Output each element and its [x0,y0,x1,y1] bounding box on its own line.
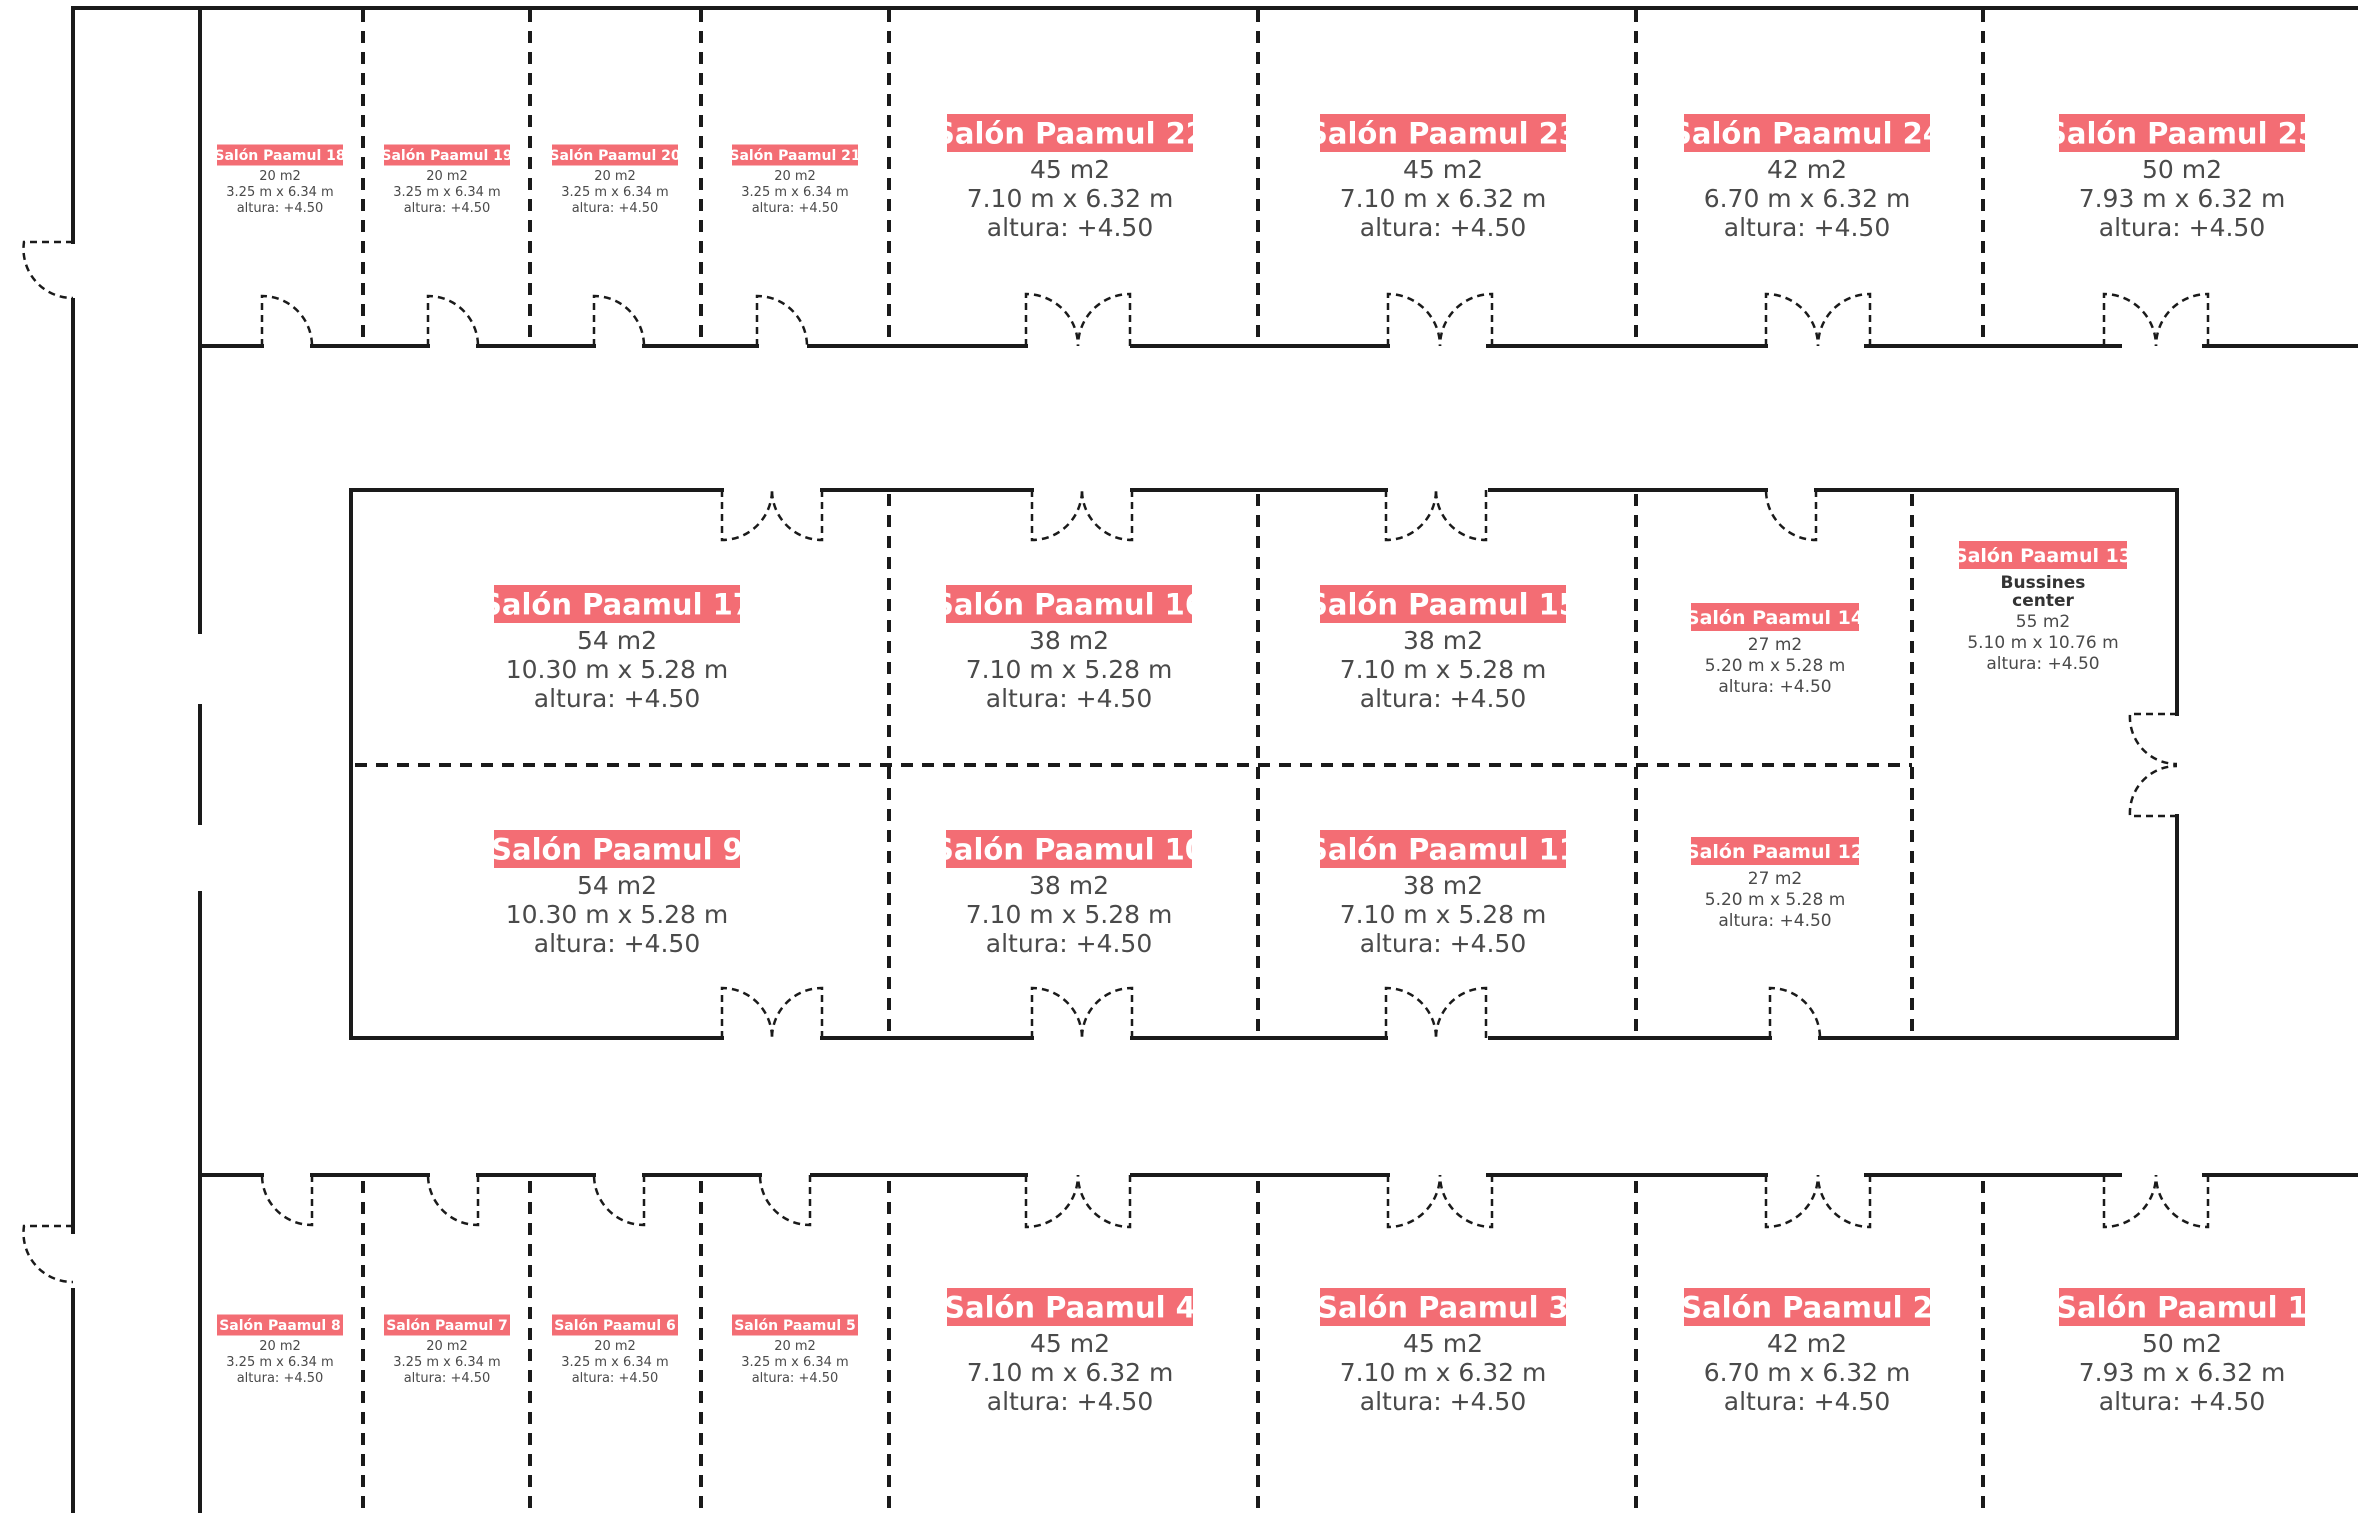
door [1078,1175,1130,1227]
door [1766,294,1818,346]
room-name: Salón Paamul 11 [1307,832,1579,867]
room-dimensions: 6.70 m x 6.32 m [1703,184,1911,214]
room-area: 38 m2 [1028,871,1110,901]
door [23,1226,73,1282]
room-area: 50 m2 [2141,155,2223,185]
room-name: Salón Paamul 16 [933,587,1205,622]
room-name: Salón Paamul 22 [934,116,1206,151]
room-16 [933,585,1205,713]
room-dimensions: 3.25 m x 6.34 m [561,184,669,200]
door [1436,490,1486,540]
door [1026,294,1078,346]
door [594,296,644,346]
room-name: Salón Paamul 10 [933,832,1205,867]
room-14 [1686,603,1864,697]
room-6 [552,1315,678,1386]
room-15 [1307,585,1579,713]
room-height: altura: +4.50 [533,929,701,959]
room-name: Salón Paamul 13 [1953,544,2133,567]
door [1818,294,1870,346]
room-subtitle: center [2012,590,2074,611]
room-dimensions: 5.20 m x 5.28 m [1704,655,1846,676]
room-1 [2056,1288,2308,1416]
room-8 [217,1315,343,1386]
room-height: altura: +4.50 [533,684,701,714]
room-name: Salón Paamul 8 [219,1318,341,1335]
door [1388,294,1440,346]
room-dimensions: 7.10 m x 5.28 m [1339,655,1547,685]
room-area: 38 m2 [1028,626,1110,656]
room-height: altura: +4.50 [2098,213,2266,243]
room-13 [1954,541,2132,674]
room-area: 38 m2 [1402,626,1484,656]
room-area: 20 m2 [594,168,636,184]
room-area: 42 m2 [1766,155,1848,185]
room-dimensions: 7.10 m x 6.32 m [966,1358,1174,1388]
door [1436,988,1486,1038]
room-height: altura: +4.50 [985,684,1153,714]
door [1770,988,1820,1038]
room-dimensions: 7.10 m x 5.28 m [1339,900,1547,930]
room-25 [2046,114,2318,242]
door [1082,490,1132,540]
room-19 [381,145,512,216]
room-height: altura: +4.50 [1718,676,1832,697]
room-dimensions: 3.25 m x 6.34 m [741,184,849,200]
room-name: Salón Paamul 25 [2046,116,2318,151]
room-area: 20 m2 [426,1338,468,1354]
room-dimensions: 6.70 m x 6.32 m [1703,1358,1911,1388]
room-dimensions: 7.10 m x 6.32 m [1339,1358,1547,1388]
room-11 [1307,830,1579,958]
door [772,490,822,540]
door [1026,1175,1078,1227]
room-9 [491,830,743,958]
room-area: 55 m2 [2015,611,2071,632]
room-21 [729,145,860,216]
room-name: Salón Paamul 9 [491,832,743,867]
room-height: altura: +4.50 [2098,1387,2266,1417]
room-name: Salón Paamul 2 [1681,1290,1933,1325]
door [1440,294,1492,346]
door [23,242,73,298]
room-22 [934,114,1206,242]
room-height: altura: +4.50 [1718,910,1832,931]
room-name: Salón Paamul 17 [481,587,753,622]
room-area: 45 m2 [1402,1329,1484,1359]
room-5 [732,1315,858,1386]
room-24 [1671,114,1943,242]
door [1440,1175,1492,1227]
room-name: Salón Paamul 20 [549,148,681,165]
room-name: Salón Paamul 15 [1307,587,1579,622]
room-area: 45 m2 [1402,155,1484,185]
room-dimensions: 7.93 m x 6.32 m [2078,184,2286,214]
room-area: 45 m2 [1029,155,1111,185]
room-3 [1317,1288,1569,1416]
room-height: altura: +4.50 [985,929,1153,959]
door [2130,714,2177,764]
door [2156,294,2208,346]
door [2130,766,2177,816]
room-dimensions: 3.25 m x 6.34 m [561,1354,669,1370]
door [594,1175,644,1225]
room-dimensions: 7.10 m x 6.32 m [1339,184,1547,214]
room-area: 27 m2 [1747,868,1803,889]
room-17 [481,585,753,713]
room-name: Salón Paamul 7 [386,1318,508,1335]
room-height: altura: +4.50 [1359,929,1527,959]
room-23 [1307,114,1579,242]
room-height: altura: +4.50 [1986,653,2100,674]
room-height: altura: +4.50 [571,200,659,216]
room-dimensions: 7.10 m x 5.28 m [965,900,1173,930]
door [1766,490,1816,540]
walls [73,8,2358,1513]
door [722,490,772,540]
room-area: 42 m2 [1766,1329,1848,1359]
room-height: altura: +4.50 [403,1370,491,1386]
room-20 [549,145,681,216]
room-name: Salón Paamul 23 [1307,116,1579,151]
room-name: Salón Paamul 4 [944,1290,1196,1325]
door [262,296,312,346]
door [428,1175,478,1225]
room-area: 27 m2 [1747,634,1803,655]
room-name: Salón Paamul 6 [554,1318,676,1335]
door [1818,1175,1870,1227]
room-name: Salón Paamul 19 [381,148,513,165]
room-dimensions: 7.10 m x 5.28 m [965,655,1173,685]
room-area: 20 m2 [259,1338,301,1354]
room-dimensions: 3.25 m x 6.34 m [741,1354,849,1370]
room-area: 50 m2 [2141,1329,2223,1359]
door [1032,988,1082,1038]
room-name: Salón Paamul 18 [214,148,346,165]
room-dimensions: 3.25 m x 6.34 m [226,184,334,200]
door [2104,294,2156,346]
room-name: Salón Paamul 24 [1671,116,1943,151]
room-height: altura: +4.50 [403,200,491,216]
room-area: 20 m2 [594,1338,636,1354]
room-height: altura: +4.50 [571,1370,659,1386]
room-height: altura: +4.50 [1723,1387,1891,1417]
room-height: altura: +4.50 [1723,213,1891,243]
room-subtitle: Bussines [2000,572,2086,593]
room-dimensions: 3.25 m x 6.34 m [393,1354,501,1370]
room-4 [944,1288,1196,1416]
door [1386,988,1436,1038]
room-dimensions: 3.25 m x 6.34 m [393,184,501,200]
room-area: 20 m2 [426,168,468,184]
room-dimensions: 5.20 m x 5.28 m [1704,889,1846,910]
door [760,1175,810,1225]
room-area: 45 m2 [1029,1329,1111,1359]
room-dimensions: 10.30 m x 5.28 m [505,900,729,930]
room-dimensions: 7.10 m x 6.32 m [966,184,1174,214]
room-height: altura: +4.50 [236,200,324,216]
room-name: Salón Paamul 12 [1685,840,1865,863]
room-7 [384,1315,510,1386]
door [722,988,772,1038]
room-name: Salón Paamul 5 [734,1318,856,1335]
room-height: altura: +4.50 [1359,1387,1527,1417]
room-12 [1686,837,1864,931]
room-dimensions: 3.25 m x 6.34 m [226,1354,334,1370]
door [1766,1175,1818,1227]
room-18 [214,145,345,216]
room-10 [933,830,1205,958]
door [1078,294,1130,346]
room-name: Salón Paamul 3 [1317,1290,1569,1325]
door [2156,1175,2208,1227]
room-name: Salón Paamul 1 [2056,1290,2308,1325]
room-height: altura: +4.50 [986,1387,1154,1417]
room-area: 20 m2 [774,168,816,184]
room-height: altura: +4.50 [1359,684,1527,714]
room-dimensions: 10.30 m x 5.28 m [505,655,729,685]
room-area: 54 m2 [576,871,658,901]
door [757,296,807,346]
door [1032,490,1082,540]
room-2 [1681,1288,1933,1416]
room-height: altura: +4.50 [236,1370,324,1386]
room-height: altura: +4.50 [751,1370,839,1386]
door [2104,1175,2156,1227]
room-height: altura: +4.50 [751,200,839,216]
room-height: altura: +4.50 [1359,213,1527,243]
room-dimensions: 5.10 m x 10.76 m [1967,632,2119,653]
room-area: 20 m2 [774,1338,816,1354]
door [1082,988,1132,1038]
room-height: altura: +4.50 [986,213,1154,243]
door [428,296,478,346]
door [262,1175,312,1225]
room-area: 38 m2 [1402,871,1484,901]
room-dimensions: 7.93 m x 6.32 m [2078,1358,2286,1388]
room-area: 54 m2 [576,626,658,656]
room-name: Salón Paamul 14 [1685,606,1865,629]
door [1386,490,1436,540]
door [1388,1175,1440,1227]
door [772,988,822,1038]
room-area: 20 m2 [259,168,301,184]
room-name: Salón Paamul 21 [729,148,861,165]
